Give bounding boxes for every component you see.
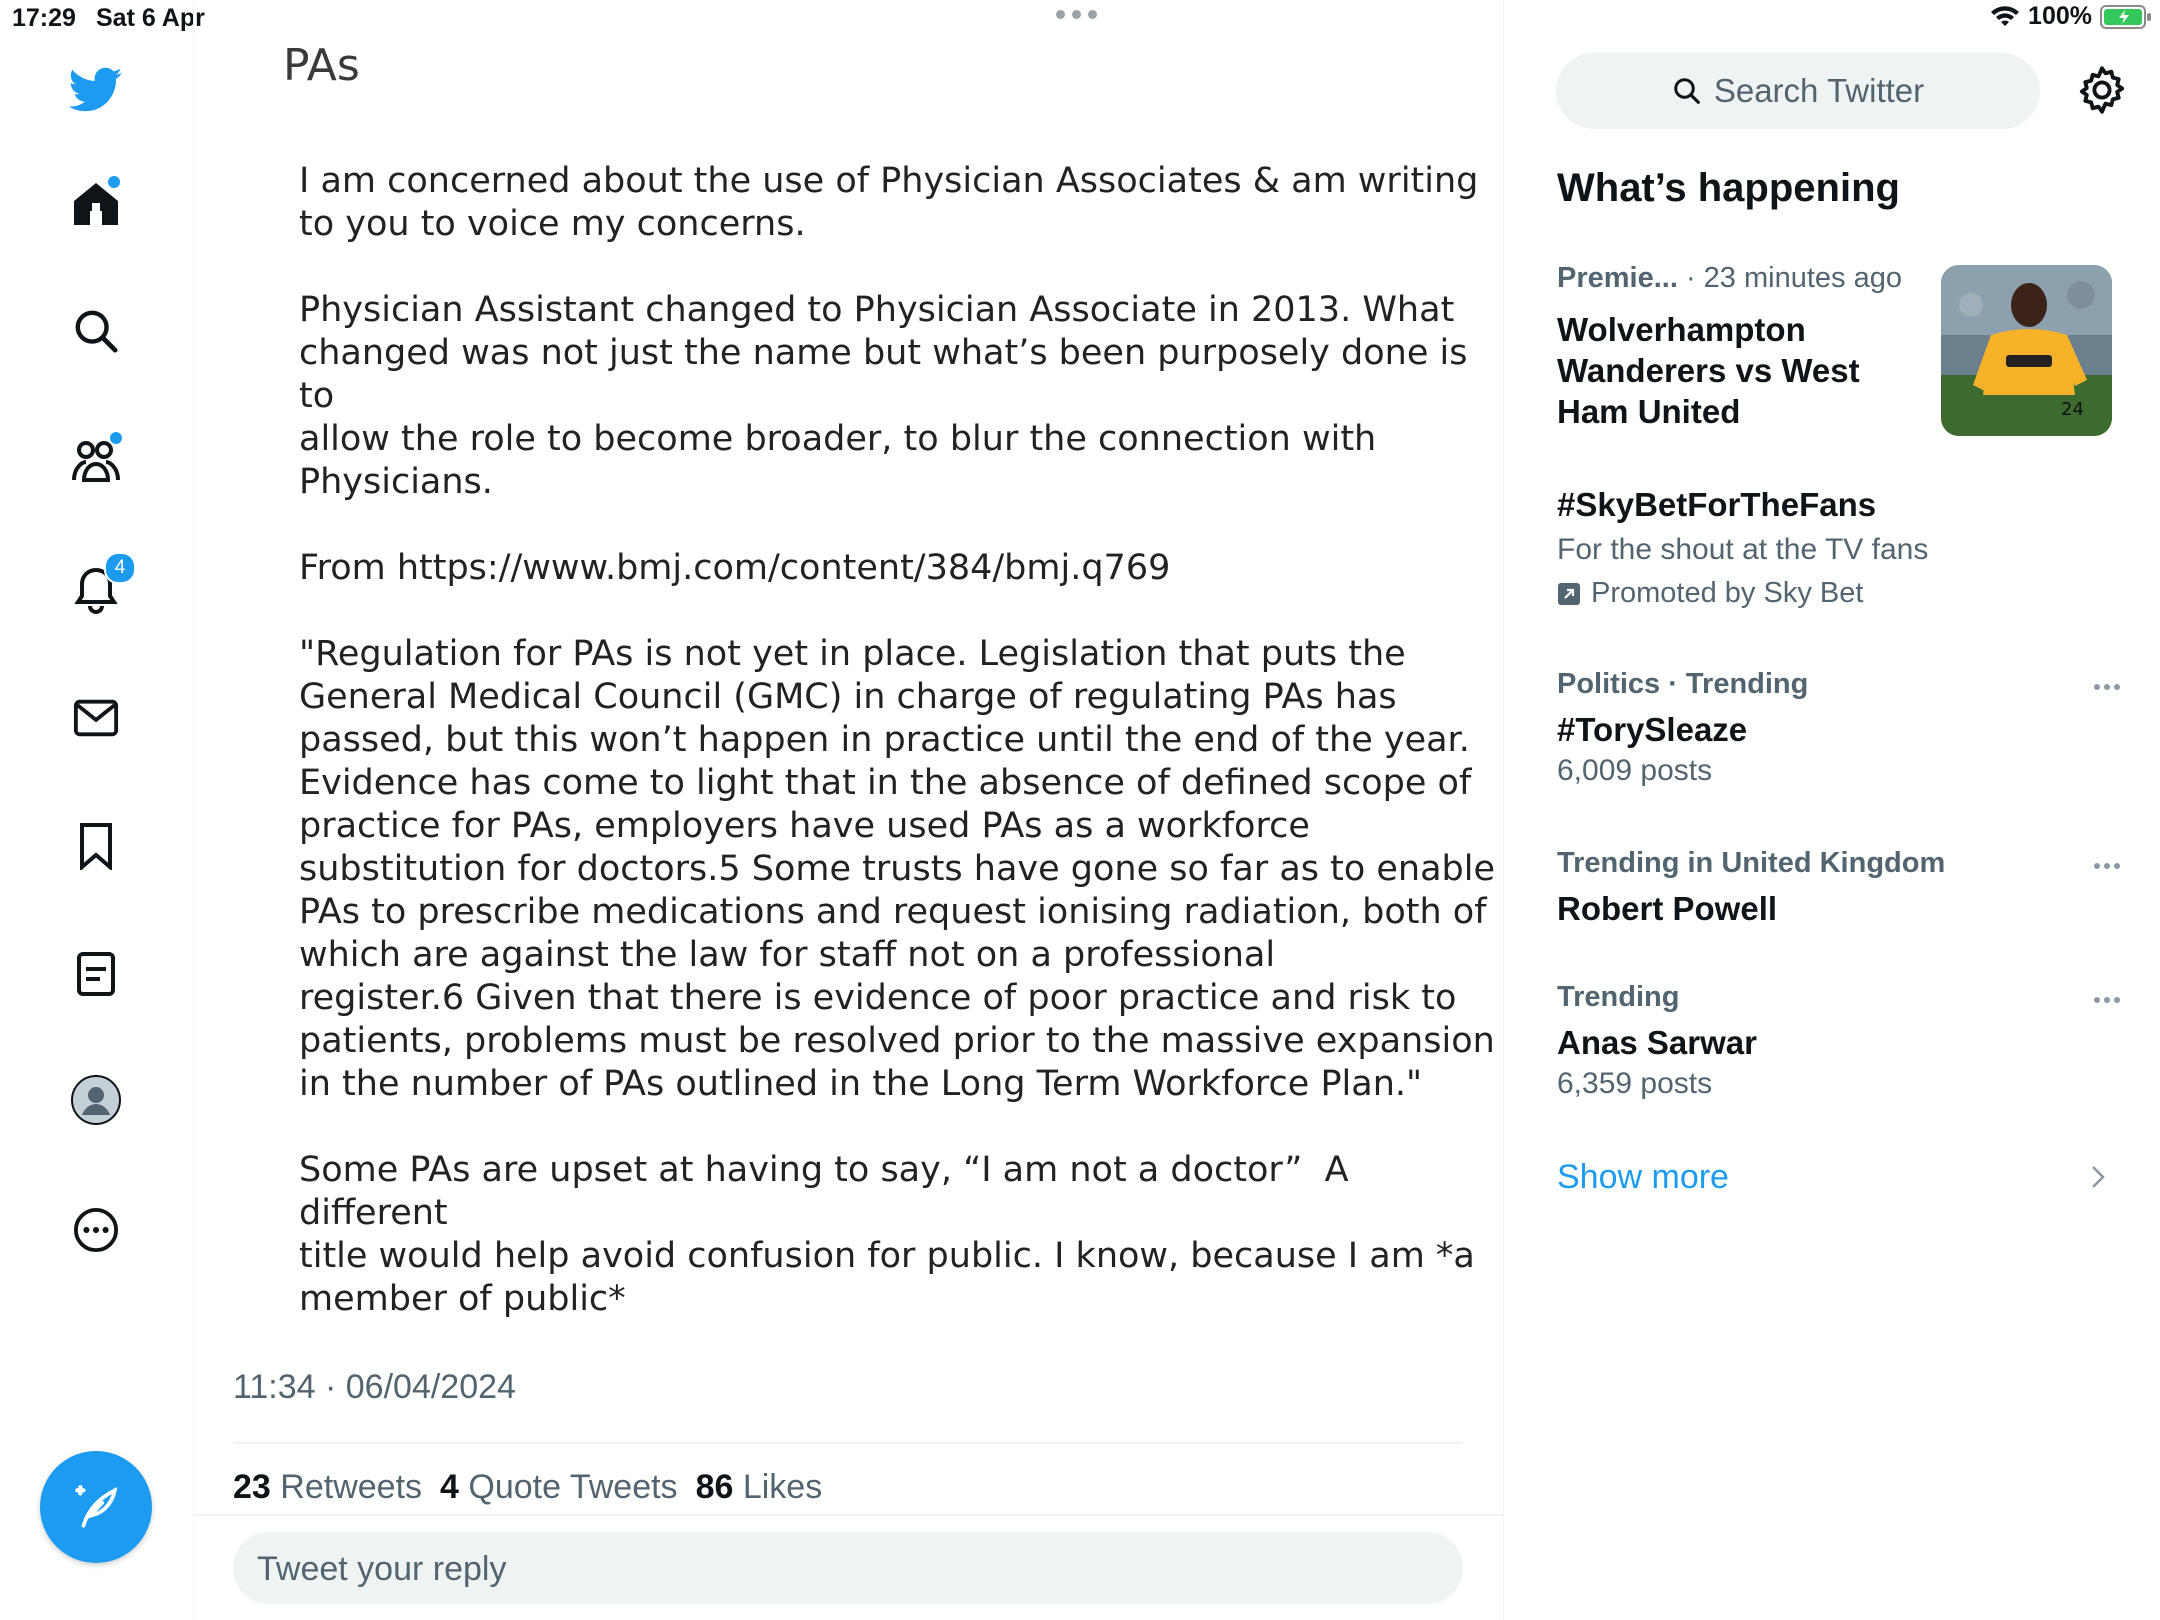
retweets-stat[interactable]: 23 Retweets	[233, 1468, 423, 1506]
search-input[interactable]	[1556, 53, 2040, 129]
trend-subtitle: For the shout at the TV fans	[1557, 533, 1929, 566]
settings-gear-icon[interactable]	[2076, 64, 2128, 116]
status-date: Sat 6 Apr	[96, 4, 205, 32]
trend-item[interactable]	[1557, 668, 2117, 788]
trend-name: Robert Powell	[1557, 890, 1778, 927]
bookmarks-icon[interactable]	[66, 816, 126, 876]
trend-item-promoted[interactable]	[1557, 484, 2117, 610]
show-more-link[interactable]: Show more	[1557, 1158, 1729, 1196]
search-icon[interactable]	[66, 301, 126, 361]
search-icon	[1672, 76, 1702, 106]
trend-item[interactable]	[1557, 847, 2117, 929]
divider	[193, 1514, 1503, 1516]
notifications-icon[interactable]	[66, 557, 126, 620]
status-time: 17:29	[12, 4, 76, 32]
more-icon[interactable]	[66, 1200, 126, 1260]
tweet-detail-column	[193, 0, 1504, 1620]
search-placeholder: Search Twitter	[1713, 72, 1925, 109]
promoted-icon	[1557, 582, 1581, 606]
tweet-image-title: PAs	[283, 40, 360, 91]
trend-item[interactable]	[1557, 262, 1917, 432]
lists-icon[interactable]	[66, 944, 126, 1004]
feather-plus-icon	[71, 1482, 121, 1532]
quote-tweets-stat[interactable]: 4 Quote Tweets	[440, 1468, 678, 1506]
whats-happening-heading: What’s happening	[1557, 166, 1900, 210]
messages-icon[interactable]	[66, 688, 126, 748]
reply-placeholder: Tweet your reply	[257, 1550, 507, 1588]
home-icon[interactable]	[66, 174, 126, 234]
trend-name: #TorySleaze	[1557, 711, 1748, 748]
profile-icon[interactable]	[66, 1070, 126, 1130]
trend-category: Politics · Trending	[1557, 668, 1809, 700]
left-nav-rail	[0, 0, 194, 1620]
trend-time: · 23 minutes ago	[1685, 262, 1902, 294]
chevron-right-icon[interactable]	[2090, 1164, 2106, 1190]
tweet-timestamp[interactable]: 11:34 · 06/04/2024	[233, 1368, 516, 1406]
tweet-stats	[233, 1468, 822, 1507]
tweet-image-text: I am concerned about the use of Physician Associates & am writing to you to voice my concerns. Physician Assistant changed to Physician Associate in 2013. What changed was not just the name but what’s been purposely done is to allow the role to become broader, to blur the connection with Physicians. From https://www.bmj.com/content/384/bmj.q769 "Regulation for PAs is not yet in place. Legislation that puts the General Medical Council (GMC) in charge of regulating PAs has passed, but this won’t happen in practice until the end of the year. Evidence has come to light that in the absence of defined scope of practice for PAs, employers have used PAs as a workforce substitution for doctors.5 Some trusts have gone so far as to enable PAs to prescribe medications and request ionising radiation, both of which are against the law for staff not on a professional register.6 Given that there is evidence of poor practice and risk to patients, problems must be resolved prior to the massive expansion in the number of PAs outlined in the Long Term Workforce Plan." Some PAs are upset at having to say, “I am not a doctor” A different title would help avoid confusion for public. I know, because I am *a member of public*	[299, 161, 1496, 1319]
svg-text:24: 24	[2061, 399, 2084, 420]
trend-category: Premie...	[1557, 262, 1678, 294]
notifications-badge: 4	[104, 552, 136, 584]
trend-category: Trending in United Kingdom	[1557, 847, 1946, 879]
divider	[233, 1442, 1463, 1444]
trend-posts: 6,009 posts	[1557, 754, 1713, 787]
more-options-icon[interactable]	[2094, 863, 2120, 869]
trend-name: Anas Sarwar	[1557, 1024, 1757, 1061]
twitter-logo-icon[interactable]	[66, 60, 126, 120]
trend-category: Trending	[1557, 981, 1680, 1013]
communities-icon[interactable]	[66, 430, 126, 490]
trend-name: Wolverhampton Wanderers vs West Ham United	[1557, 311, 1860, 430]
reply-input[interactable]	[233, 1532, 1463, 1604]
more-options-icon[interactable]	[2094, 684, 2120, 690]
right-sidebar	[1504, 0, 2160, 1620]
battery-percent: 100%	[2028, 2, 2092, 30]
trend-name: #SkyBetForTheFans	[1557, 486, 1877, 523]
trend-thumbnail	[1941, 265, 2112, 436]
more-options-icon[interactable]	[2094, 997, 2120, 1003]
trend-item[interactable]	[1557, 981, 2117, 1101]
likes-stat[interactable]: 86 Likes	[695, 1468, 823, 1506]
promoted-label: Promoted by Sky Bet	[1591, 577, 1864, 609]
compose-tweet-button[interactable]	[40, 1451, 152, 1563]
trend-posts: 6,359 posts	[1557, 1067, 1713, 1100]
